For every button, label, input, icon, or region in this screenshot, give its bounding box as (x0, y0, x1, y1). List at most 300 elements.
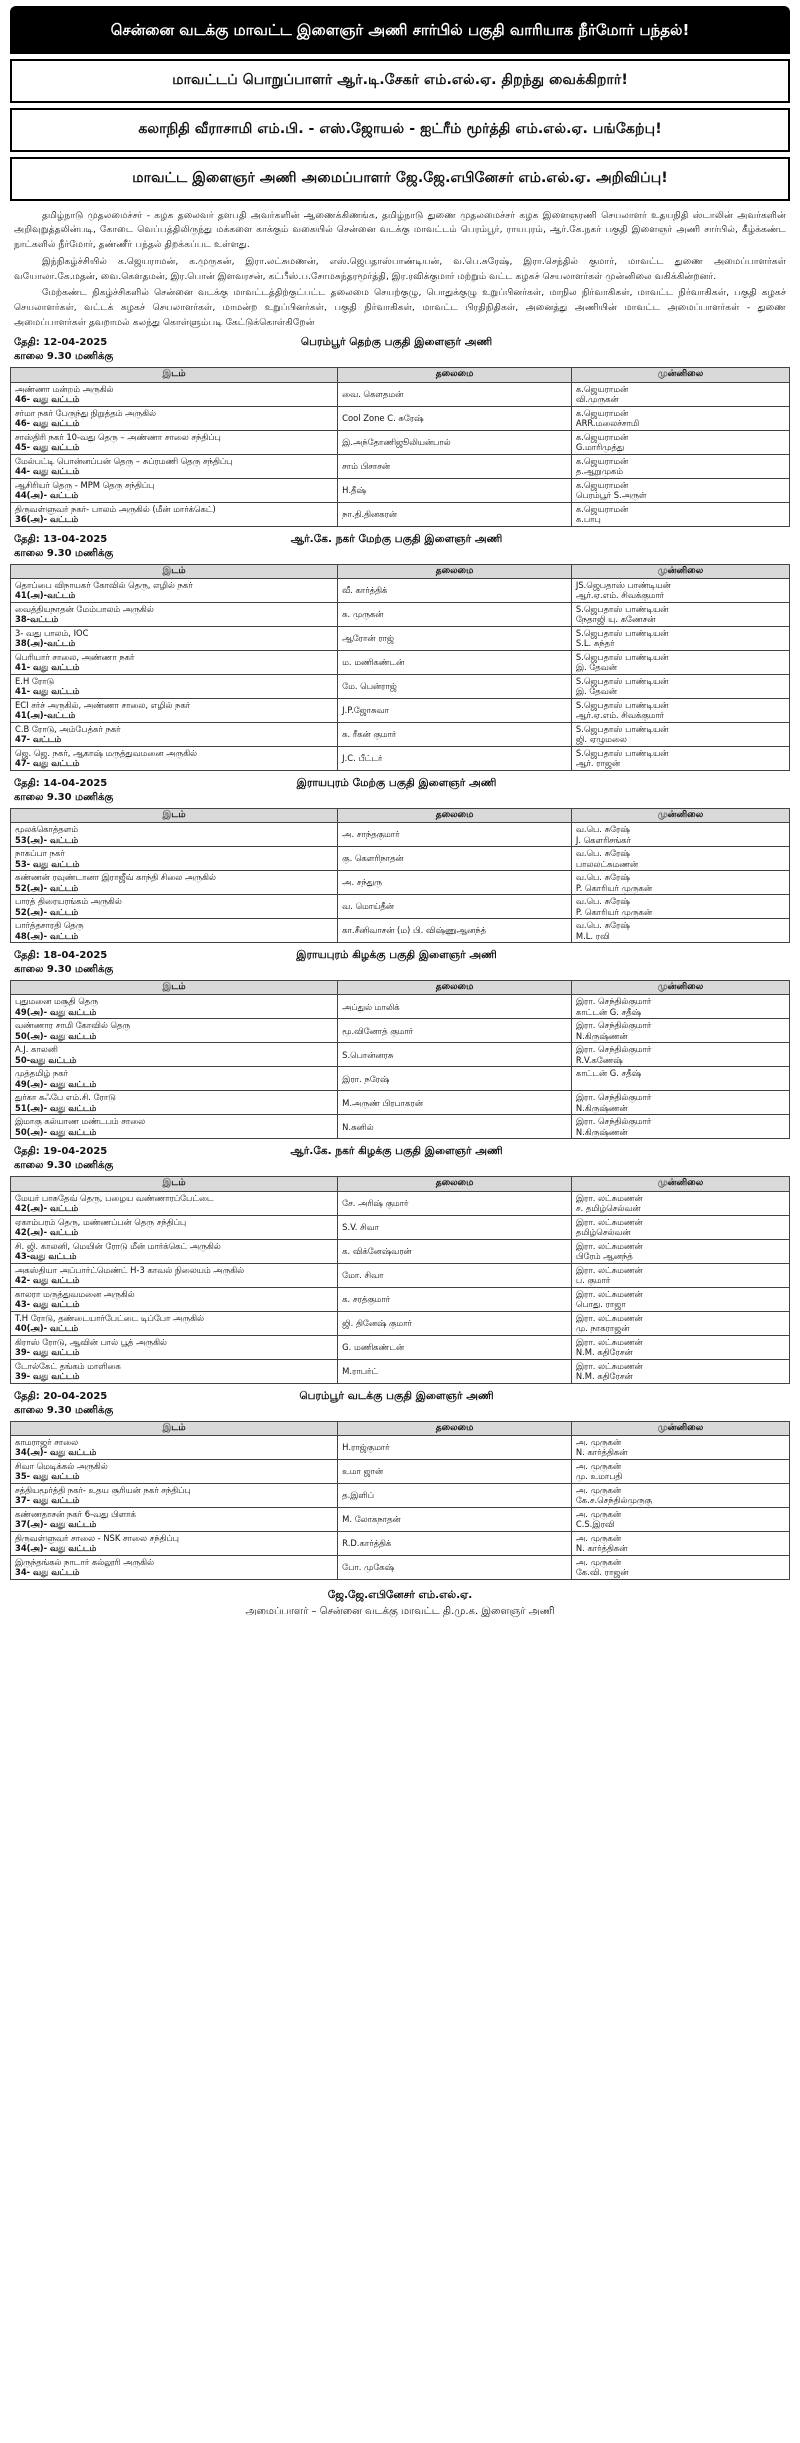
table-row (11, 1067, 790, 1091)
presence-cell (571, 995, 789, 1019)
place-name: காமராஜர் சாலை (15, 1436, 79, 1447)
section-header (10, 1145, 790, 1173)
place-cell (11, 602, 338, 626)
place-cell (11, 454, 338, 478)
table-row (11, 674, 790, 698)
presence-name: க.பாபு (575, 514, 601, 525)
presence-name: இரா. லட்சுமணன் (575, 1264, 643, 1275)
place-name: துர்கா கஃபே எம்.சி. ரோடு (15, 1092, 116, 1103)
place-cell (11, 1115, 338, 1139)
presence-name: இரா. லட்சுமணன் (575, 1216, 643, 1227)
presence-name: தமிழ்செல்வன் (575, 1227, 631, 1238)
table-header-row (11, 1177, 790, 1191)
presence-name: இரா. லட்சுமணன் (575, 1192, 643, 1203)
place-name: கிராஸ் ரோடு, ஆவின் பால் பூத் அருகில் (15, 1336, 167, 1347)
column-header-presence: முன்னிலை (571, 981, 789, 995)
presence-cell (571, 382, 789, 406)
ward-number: 34- வது வட்டம் (15, 1567, 80, 1578)
column-header-place: இடம் (11, 1421, 338, 1435)
presence-name: க.ஜெயராமன் (575, 407, 629, 418)
section-header (10, 1390, 790, 1418)
presence-name: S.ஜெபதாஸ் பாண்டியன் (575, 651, 669, 662)
place-cell (11, 1191, 338, 1215)
column-header-presence: முன்னிலை (571, 564, 789, 578)
lead-cell: கா.சீனிவாசன் (ம) பி. விஷ்ணுஆனந்த் (338, 919, 572, 943)
table-row (11, 847, 790, 871)
presence-name: கே.வி. ராஜன் (575, 1567, 629, 1578)
ward-number: 45- வது வட்டம் (15, 442, 80, 453)
column-header-lead: தலைமை (338, 1421, 572, 1435)
presence-name: க.ஜெயராமன் (575, 503, 629, 514)
presence-cell (571, 1483, 789, 1507)
place-cell (11, 1263, 338, 1287)
section-time: காலை 9.30 மணிக்கு (14, 1404, 114, 1416)
place-cell (11, 871, 338, 895)
table-row (11, 454, 790, 478)
place-name: வண்ணார சாமி கோவில் தெரு (15, 1020, 131, 1031)
presence-name: அ. முருகன் (575, 1556, 622, 1567)
table-row (11, 1019, 790, 1043)
ward-number: 50(அ)- வது வட்டம் (15, 1030, 97, 1041)
lead-cell: அ. சாந்தகுமார் (338, 823, 572, 847)
schedule-section (10, 949, 790, 1139)
presence-cell (571, 650, 789, 674)
table-row (11, 1531, 790, 1555)
column-header-place: இடம் (11, 564, 338, 578)
table-row (11, 478, 790, 502)
place-cell (11, 1507, 338, 1531)
place-cell (11, 1091, 338, 1115)
place-cell (11, 847, 338, 871)
presence-name: காட்டன் G. சதீஷ் (575, 1068, 641, 1079)
table-row (11, 1459, 790, 1483)
lead-cell: H.ராஜ்குமார் (338, 1435, 572, 1459)
table-row (11, 1311, 790, 1335)
presence-name: வி.முருகன் (575, 394, 619, 405)
section-date-block (10, 1390, 113, 1418)
place-cell (11, 1287, 338, 1311)
place-name: இருந்தங்கல் நாடார் கல்லூரி அருகில் (15, 1556, 155, 1567)
table-row (11, 871, 790, 895)
presence-name: N. கார்த்திகன் (575, 1543, 628, 1554)
column-header-presence: முன்னிலை (571, 1421, 789, 1435)
ward-number: 50-வது வட்டம் (15, 1054, 77, 1065)
presence-name: வ.பெ. சுரேஷ் (575, 920, 630, 931)
place-name: முத்தமிழ் நகர் (15, 1068, 68, 1079)
presence-name: பிரேம் ஆனந்த் (575, 1251, 633, 1262)
presence-cell (571, 626, 789, 650)
ward-number: 48(அ)- வட்டம் (15, 930, 79, 941)
column-header-presence: முன்னிலை (571, 1177, 789, 1191)
lead-cell: ம. மணிகண்டன் (338, 650, 572, 674)
table-header-row (11, 981, 790, 995)
ward-number: 53(அ)- வட்டம் (15, 834, 79, 845)
section-header (10, 533, 790, 561)
ward-number: 43- வது வட்டம் (15, 1299, 80, 1310)
presence-name: அ. முருகன் (575, 1532, 622, 1543)
place-name: சிவா மெடிக்கல் அருகில் (15, 1460, 108, 1471)
section-date-block (10, 533, 113, 561)
table-row (11, 1555, 790, 1579)
presence-name: J. கௌரிசங்கர் (575, 834, 631, 845)
presence-name: S.ஜெபதாஸ் பாண்டியன் (575, 699, 669, 710)
ward-number: 35- வது வட்டம் (15, 1471, 80, 1482)
presence-cell (571, 1335, 789, 1359)
presence-cell (571, 823, 789, 847)
place-cell (11, 578, 338, 602)
column-header-place: இடம் (11, 1177, 338, 1191)
lead-cell: J.P.ஜோசுவா (338, 698, 572, 722)
place-name: E.H ரோடு (15, 675, 55, 686)
place-name: ECI சர்ச் அருகில், அண்ணா சாலை, எழில் நகர் (15, 699, 191, 710)
column-header-presence: முன்னிலை (571, 368, 789, 382)
table-row (11, 406, 790, 430)
table-row (11, 698, 790, 722)
section-area: பெரம்பூர் தெற்கு பகுதி இளைஞர் அணி (300, 336, 493, 349)
presence-name: C.S.இரவி (575, 1519, 615, 1530)
place-name: சத்தியமூர்த்தி நகர்- உதய சூரியன் நகர் சந்திப்பு (15, 1484, 191, 1495)
section-area: ஆர்.கே. நகர் கிழக்கு பகுதி இளைஞர் அணி (290, 1145, 503, 1158)
section-time: காலை 9.30 மணிக்கு (14, 964, 114, 976)
presence-name: இரா. லட்சுமணன் (575, 1288, 643, 1299)
ward-number: 44- வது வட்டம் (15, 466, 80, 477)
schedule-table (10, 1421, 790, 1580)
column-header-place: இடம் (11, 808, 338, 822)
column-header-place: இடம் (11, 368, 338, 382)
table-row (11, 578, 790, 602)
place-cell (11, 1483, 338, 1507)
section-date: தேதி: 13-04-2025 (14, 533, 108, 545)
presence-name: N.கிருஷ்ணன் (575, 1102, 628, 1113)
table-row (11, 1507, 790, 1531)
section-header (10, 777, 790, 805)
presence-name: R.V.கணேஷ் (575, 1054, 623, 1065)
section-time: காலை 9.30 மணிக்கு (14, 351, 114, 363)
lead-cell: கு. கௌரிநாதன் (338, 847, 572, 871)
lead-cell: அ. சந்துரு (338, 871, 572, 895)
ward-number: 41- வது வட்டம் (15, 686, 80, 697)
presence-cell (571, 698, 789, 722)
presence-name: P. கொரியர் முருகன் (575, 882, 652, 893)
lead-cell: க. முருகன் (338, 602, 572, 626)
ward-number: 39- வது வட்டம் (15, 1371, 80, 1382)
table-row (11, 746, 790, 770)
presence-cell (571, 1091, 789, 1115)
place-name: மேல்பட்டி பொன்னப்பன் தெரு – சுப்ரமணி தெரு சந்திப்பு (15, 455, 233, 466)
lead-cell: வீ. கார்த்திக் (338, 578, 572, 602)
presence-name: ஜி. ஏழுமலை (575, 734, 627, 745)
schedule-table (10, 980, 790, 1139)
presence-name: க.ஜெயராமன் (575, 479, 629, 490)
place-name: நாகப்பா நகர் (15, 848, 65, 859)
presence-name: க.ஜெயராமன் (575, 431, 629, 442)
presence-name: N.M. கதிரேசன் (575, 1347, 633, 1358)
place-name: 3- வது பாலம், IOC (15, 627, 89, 638)
presence-name: S.L. சுந்தர் (575, 638, 615, 649)
presence-cell (571, 1239, 789, 1263)
presence-name: அ. முருகன் (575, 1436, 622, 1447)
section-date-block (10, 777, 113, 805)
footer-designation: அமைப்பாளர் – சென்னை வடக்கு மாவட்ட தி.மு.க. இளைஞர் அணி (245, 1605, 555, 1617)
place-cell (11, 1067, 338, 1091)
presence-name: அ. முருகன் (575, 1484, 622, 1495)
presence-cell (571, 1019, 789, 1043)
place-name: சாஸ்திரி நகர் 10-வது தெரு – அண்ணா சாலை சந்திப்பு (15, 431, 221, 442)
schedule-section (10, 1145, 790, 1383)
schedule-section (10, 533, 790, 771)
presence-cell (571, 1359, 789, 1383)
ward-number: 51(அ)- வது வட்டம் (15, 1102, 97, 1113)
place-name: C.B ரோடு, அம்பேத்கர் நகர் (15, 723, 121, 734)
presence-cell (571, 1435, 789, 1459)
section-date: தேதி: 18-04-2025 (14, 950, 108, 962)
section-time: காலை 9.30 மணிக்கு (14, 1160, 114, 1172)
place-cell (11, 995, 338, 1019)
section-time: காலை 9.30 மணிக்கு (14, 547, 114, 559)
ward-number: 47- வது வட்டம் (15, 758, 80, 769)
presence-cell (571, 406, 789, 430)
place-cell (11, 1215, 338, 1239)
presence-cell (571, 1311, 789, 1335)
place-cell (11, 1459, 338, 1483)
place-name: தொப்பை விநாயகர் கோவில் தெரு, எழில் நகர் (15, 579, 193, 590)
place-cell (11, 502, 338, 526)
lead-cell: H.தீஷ் (338, 478, 572, 502)
presence-name: மு. உமாபதி (575, 1471, 623, 1482)
place-cell (11, 406, 338, 430)
section-date: தேதி: 19-04-2025 (14, 1146, 108, 1158)
presence-name: ச. தமிழ்செல்வன் (575, 1203, 641, 1214)
place-name: T.H ரோடு, தண்டையார்பேட்டை டிப்போ அருகில் (15, 1312, 204, 1323)
presence-name: ப. குமார் (575, 1275, 611, 1286)
presence-cell (571, 478, 789, 502)
presence-cell (571, 1263, 789, 1287)
table-row (11, 1435, 790, 1459)
place-cell (11, 698, 338, 722)
ward-number: 37(அ)- வது வட்டம் (15, 1519, 97, 1530)
presence-name: N. கார்த்திகன் (575, 1447, 628, 1458)
presence-name: ஆர்.ஏ.எம். சிவக்குமார் (575, 710, 665, 721)
presence-cell (571, 430, 789, 454)
presence-name: G.மாரிமுத்து (575, 442, 625, 453)
presence-name: இரா. லட்சுமணன் (575, 1360, 643, 1371)
table-row (11, 1359, 790, 1383)
lead-cell: R.D.கார்த்திக் (338, 1531, 572, 1555)
place-cell (11, 722, 338, 746)
place-name: பார்த்தசாரதி தெரு (15, 920, 84, 931)
ward-number: 53- வது வட்டம் (15, 858, 80, 869)
presence-cell (571, 746, 789, 770)
table-row (11, 1191, 790, 1215)
presence-cell (571, 1215, 789, 1239)
place-cell (11, 430, 338, 454)
presence-name: பெரம்பூர் S.அருள் (575, 490, 647, 501)
presence-name: க.ஜெயராமன் (575, 383, 629, 394)
place-name: திருவள்ளுவர் சாலை - NSK சாலை சந்திப்பு (15, 1532, 179, 1543)
table-row (11, 1335, 790, 1359)
schedule-section (10, 336, 790, 526)
place-name: திருவள்ளுவர் நகர்- பாலம் அருகில் (மீன் மார்க்கெட்) (15, 503, 216, 514)
place-cell (11, 746, 338, 770)
lead-cell: M. லோகநாதன் (338, 1507, 572, 1531)
ward-number: 37- வது வட்டம் (15, 1495, 80, 1506)
presence-name: ARR.மலைச்சாமி (575, 418, 640, 429)
ward-number: 52(அ)- வட்டம் (15, 906, 79, 917)
ward-number: 38-வட்டம் (15, 614, 59, 625)
lead-cell: க. சரத்குமார் (338, 1287, 572, 1311)
ward-number: 44(அ)- வட்டம் (15, 490, 79, 501)
lead-cell: S.V. சிவா (338, 1215, 572, 1239)
place-name: காலரா மருத்துவமனை அருகில் (15, 1288, 135, 1299)
place-cell (11, 1311, 338, 1335)
banner-title: சென்னை வடக்கு மாவட்ட இளைஞர் அணி சார்பில் பகுதி வாரியாக நீர்மோர் பந்தல்! (110, 21, 690, 39)
presence-name: வ.பெ. சுரேஷ் (575, 896, 630, 907)
section-date-block (10, 949, 113, 977)
presence-cell (571, 1459, 789, 1483)
place-name: சர்மா நகர் பேருந்து நிறுத்தம் அருகில் (15, 407, 156, 418)
ward-number: 36(அ)- வட்டம் (15, 514, 79, 525)
place-name: கண்ணதாசன் நகர் 6-வது பிளாக் (15, 1508, 136, 1519)
lead-cell: சே. அரிஷ் குமார் (338, 1191, 572, 1215)
presence-cell (571, 1043, 789, 1067)
place-name: ஆசிரியர் தெரு - MPM தெரு சந்திப்பு (15, 479, 155, 490)
place-name: A.J. காலனி (15, 1044, 58, 1055)
table-row (11, 1043, 790, 1067)
presence-name: நேதாஜி யு. கணேசன் (575, 614, 656, 625)
lead-cell: அப்துல் மாலிக் (338, 995, 572, 1019)
lead-cell: ஆரோன் ராஜ் (338, 626, 572, 650)
presence-name: மு. நாகராஜன் (575, 1323, 630, 1334)
lead-cell: J.C. பீட்டர் (338, 746, 572, 770)
place-name: ஏகாம்பரம் தெரு, மண்ணப்பன் தெரு சந்திப்பு (15, 1216, 187, 1227)
lead-cell: போ. முகேஷ் (338, 1555, 572, 1579)
table-row (11, 1239, 790, 1263)
presence-cell (571, 1191, 789, 1215)
table-header-row (11, 368, 790, 382)
ward-number: 42(அ)- வட்டம் (15, 1203, 79, 1214)
column-header-lead: தலைமை (338, 808, 572, 822)
lead-cell: M.அருண் பிரபாகரன் (338, 1091, 572, 1115)
section-date: தேதி: 14-04-2025 (14, 777, 108, 789)
lead-cell: வை. கௌதமன் (338, 382, 572, 406)
ward-number: 46- வது வட்டம் (15, 394, 80, 405)
presence-cell (571, 502, 789, 526)
lead-cell: N.சுனில் (338, 1115, 572, 1139)
column-header-lead: தலைமை (338, 368, 572, 382)
place-name: மேயர் பாசுதேவ் தெரு, பழைய வண்ணாரப்பேட்டை (15, 1192, 214, 1203)
place-name: அகஸ்தியா அப்பார்ட்மெண்ட் H-3 காவல் நிலையம் அருகில் (15, 1264, 245, 1275)
table-header-row (11, 808, 790, 822)
presence-name: S.ஜெபதாஸ் பாண்டியன் (575, 747, 669, 758)
presence-cell (571, 1531, 789, 1555)
table-row (11, 430, 790, 454)
place-name: டோல்கேட் தங்கம் மாளிகை (15, 1360, 121, 1371)
top-banner (10, 6, 790, 54)
place-name: பெரியார் சாலை, அண்ணா நகர் (15, 651, 135, 662)
place-name: வைத்தியநாதன் மேம்பாலம் அருகில் (15, 603, 154, 614)
table-row (11, 1115, 790, 1139)
section-header (10, 336, 790, 364)
column-header-place: இடம் (11, 981, 338, 995)
footer-signer: ஜே.ஜே.எபினேசர் எம்.எல்.ஏ. (327, 1588, 473, 1601)
ward-number: 39- வது வட்டம் (15, 1347, 80, 1358)
schedule-sections (10, 336, 790, 1580)
intro-paragraph-2: இந்நிகழ்ச்சியில் க.ஜெயராமன், க.முருகன், இரா.லட்சுமணன், எஸ்.ஜெபதாஸ்பாண்டியன், வ.பெ.சுரேஷ், இரா.செந்தில் குமார், மாவட்ட துணை அமைப்பாளர்கள் வயோலா.கே.மதன், வை.கௌதமன், இர.பொன் இளவரசன், கட்பீஸ்.ப.சோமசுந்தரமூர்த்தி, இர.ரவிக்குமார் மற்றும் வட்ட கழகச் செயலாளர்கள் முன்னிலை வகிக்கின்றனர். (14, 255, 786, 282)
ward-number: 49(அ)- வது வட்டம் (15, 1078, 97, 1089)
place-cell (11, 1531, 338, 1555)
column-header-lead: தலைமை (338, 981, 572, 995)
lead-cell: ஜி. தினேஷ் குமார் (338, 1311, 572, 1335)
presence-name: S.ஜெபதாஸ் பாண்டியன் (575, 603, 669, 614)
lead-cell: இரா. நரேஷ் (338, 1067, 572, 1091)
ward-number: 43-வது வட்டம் (15, 1251, 77, 1262)
table-row (11, 995, 790, 1019)
presence-cell (571, 602, 789, 626)
lead-cell: Cool Zone C. சுரேஷ் (338, 406, 572, 430)
presence-name: வ.பெ. சுரேஷ் (575, 872, 630, 883)
presence-name: இரா. லட்சுமணன் (575, 1336, 643, 1347)
place-cell (11, 823, 338, 847)
presence-name: அ. முருகன் (575, 1460, 622, 1471)
presence-name: ஆர். ராஜன் (575, 758, 620, 769)
ward-number: 40(அ)- வட்டம் (15, 1323, 79, 1334)
intro-paragraph-1: தமிழ்நாடு முதலமைச்சர் - கழக தலைவர் தளபதி அவர்களின் ஆணைக்கிணங்க, தமிழ்நாடு துணை முதலமைச்சர் கழக இளைஞரணி செயலாளர் உதயநிதி ஸ்டாலின் அவர்களின் அறிவுறுத்தலின்படி, கோடை வெப்பத்திலிருந்து மக்களை காக்கும் வகையில் சென்னை வடக்கு மாவட்டம் பெரம்பூர், ராயபுரம், ஆர்.கே.நகர் பகுதி இளைஞர் அணி சார்பில், கீழ்க்கண்ட நாட்களில் நீர்மோர், தண்ணீர் பந்தல் திறக்கப்பட உள்ளது. (14, 209, 786, 251)
table-header-row (11, 564, 790, 578)
presence-name: S.ஜெபதாஸ் பாண்டியன் (575, 675, 669, 686)
table-row (11, 823, 790, 847)
section-date-block (10, 336, 113, 364)
presence-cell (571, 847, 789, 871)
presence-name: கே.ச.செந்தில்முருகு (575, 1495, 652, 1506)
schedule-table (10, 367, 790, 526)
presence-cell (571, 1067, 789, 1091)
lead-cell: S.பொன்னரசு (338, 1043, 572, 1067)
place-cell (11, 1435, 338, 1459)
place-name: அண்ணா மன்றம் அருகில் (15, 383, 114, 394)
presence-name: இரா. செந்தில்குமார் (575, 1044, 652, 1055)
section-area: இராயபுரம் கிழக்கு பகுதி இளைஞர் அணி (296, 949, 497, 962)
lead-cell: இ.அந்தோணிஜூலியன்பால் (338, 430, 572, 454)
presence-name: N.கிருஷ்ணன் (575, 1030, 628, 1041)
place-name: பாரத் திரையரங்கம் அருகில் (15, 896, 122, 907)
presence-name: N.கிருஷ்ணன் (575, 1126, 628, 1137)
table-row (11, 895, 790, 919)
table-row (11, 1091, 790, 1115)
place-name: கண்ணன் ரவுண்டானா இராஜீவ் காந்தி சிலை அருகில் (15, 872, 216, 883)
presence-name: இ. தேவன் (575, 686, 617, 697)
table-row (11, 382, 790, 406)
place-cell (11, 919, 338, 943)
place-cell (11, 478, 338, 502)
section-date-block (10, 1145, 113, 1173)
schedule-table (10, 564, 790, 771)
ward-number: 52(அ)- வட்டம் (15, 882, 79, 893)
section-header (10, 949, 790, 977)
presence-cell (571, 578, 789, 602)
ward-number: 34(அ)- வது வட்டம் (15, 1543, 97, 1554)
place-cell (11, 895, 338, 919)
column-header-lead: தலைமை (338, 1177, 572, 1191)
table-row (11, 919, 790, 943)
presence-cell (571, 1287, 789, 1311)
place-cell (11, 1555, 338, 1579)
column-header-lead: தலைமை (338, 564, 572, 578)
table-row (11, 1287, 790, 1311)
section-date: தேதி: 12-04-2025 (14, 337, 108, 349)
ward-number: 34(அ)- வது வட்டம் (15, 1447, 97, 1458)
place-cell (11, 650, 338, 674)
presence-name: இரா. செந்தில்குமார் (575, 1020, 652, 1031)
